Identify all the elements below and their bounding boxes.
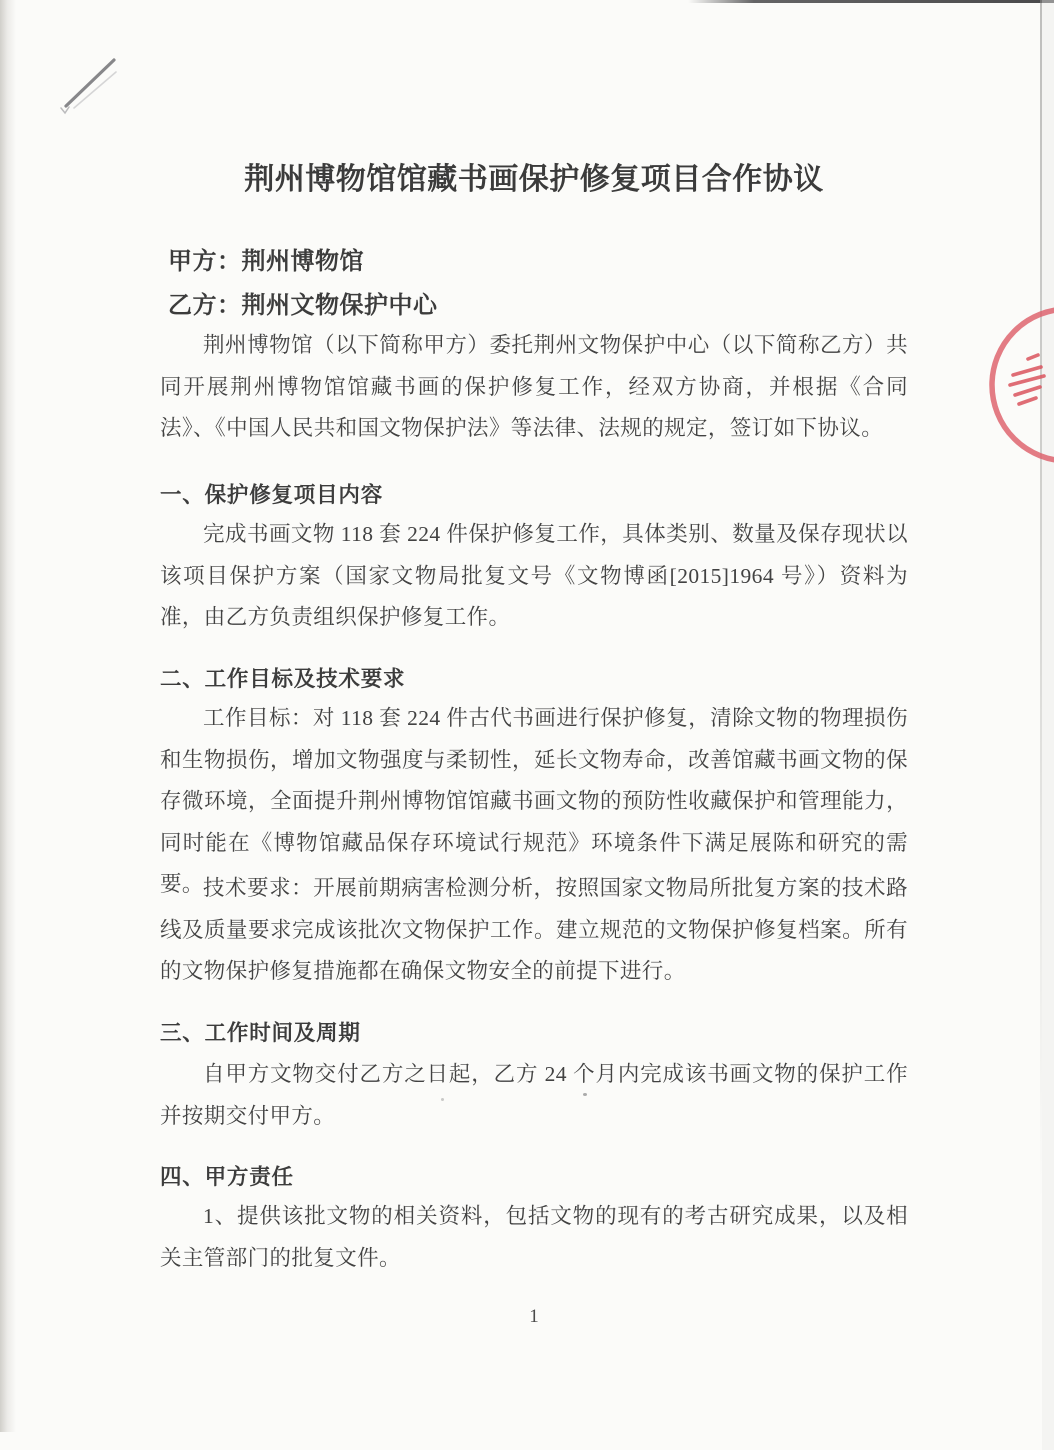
section-2-paragraph-tech: 技术要求：开展前期病害检测分析，按照国家文物局所批复方案的技术路线及质量要求完成该批次文物保护工作。建立规范的文物保护修复档案。所有的文物保护修复措施都在确保文物安全的前提下进行。 xyxy=(160,876,908,983)
section-3-paragraph: 自甲方文物交付乙方之日起，乙方 24 个月内完成该书画文物的保护工作并按期交付甲方。 xyxy=(160,1062,908,1128)
intro-paragraph: 荆州博物馆（以下简称甲方）委托荆州文物保护中心（以下简称乙方）共同开展荆州博物馆馆藏书画的保护修复工作，经双方协商，并根据《合同法》、《中国人民共和国文物保护法》等法律、法规的规定，签订如下协议。 xyxy=(160,333,908,440)
scan-edge-top xyxy=(688,0,1054,3)
section-1-paragraph: 完成书画文物 118 套 224 件保护修复工作，具体类别、数量及保存现状以该项目保护方案（国家文物局批复文号《文物博函[2015]1964 号》）资料为准，由乙方负责组织保护修复工作。 xyxy=(160,522,908,629)
section-4-heading: 四、甲方责任 xyxy=(160,1165,294,1189)
scan-edge-right-margin xyxy=(1042,0,1054,1450)
section-1-heading: 一、保护修复项目内容 xyxy=(160,483,384,507)
section-3-heading: 三、工作时间及周期 xyxy=(160,1021,361,1045)
party-a-line: 甲方：荆州博物馆 xyxy=(168,248,364,275)
pencil-mark xyxy=(52,42,132,122)
document-title: 荆州博物馆馆藏书画保护修复项目合作协议 xyxy=(244,163,824,196)
red-seal-stamp xyxy=(988,295,1054,475)
page-number: 1 xyxy=(529,1306,539,1327)
scan-edge-left xyxy=(0,0,16,1432)
scan-edge-right xyxy=(1040,0,1042,1200)
party-b-line: 乙方：荆州文物保护中心 xyxy=(168,292,438,319)
section-2-paragraph-goals: 工作目标：对 118 套 224 件古代书画进行保护修复，清除文物的物理损伤和生物损伤，增加文物强度与柔韧性，延长文物寿命，改善馆藏书画文物的保存微环境，全面提升荆州博物馆馆藏书画文物的预防性收藏保护和管理能力，同时能在《博物馆藏品保存环境试行规范》环境条件下满足展陈和研究的需要。 xyxy=(160,706,908,896)
section-2-heading: 二、工作目标及技术要求 xyxy=(160,667,406,691)
section-4-paragraph: 1、提供该批文物的相关资料，包括文物的现有的考古研究成果，以及相关主管部门的批复文件。 xyxy=(160,1204,908,1270)
